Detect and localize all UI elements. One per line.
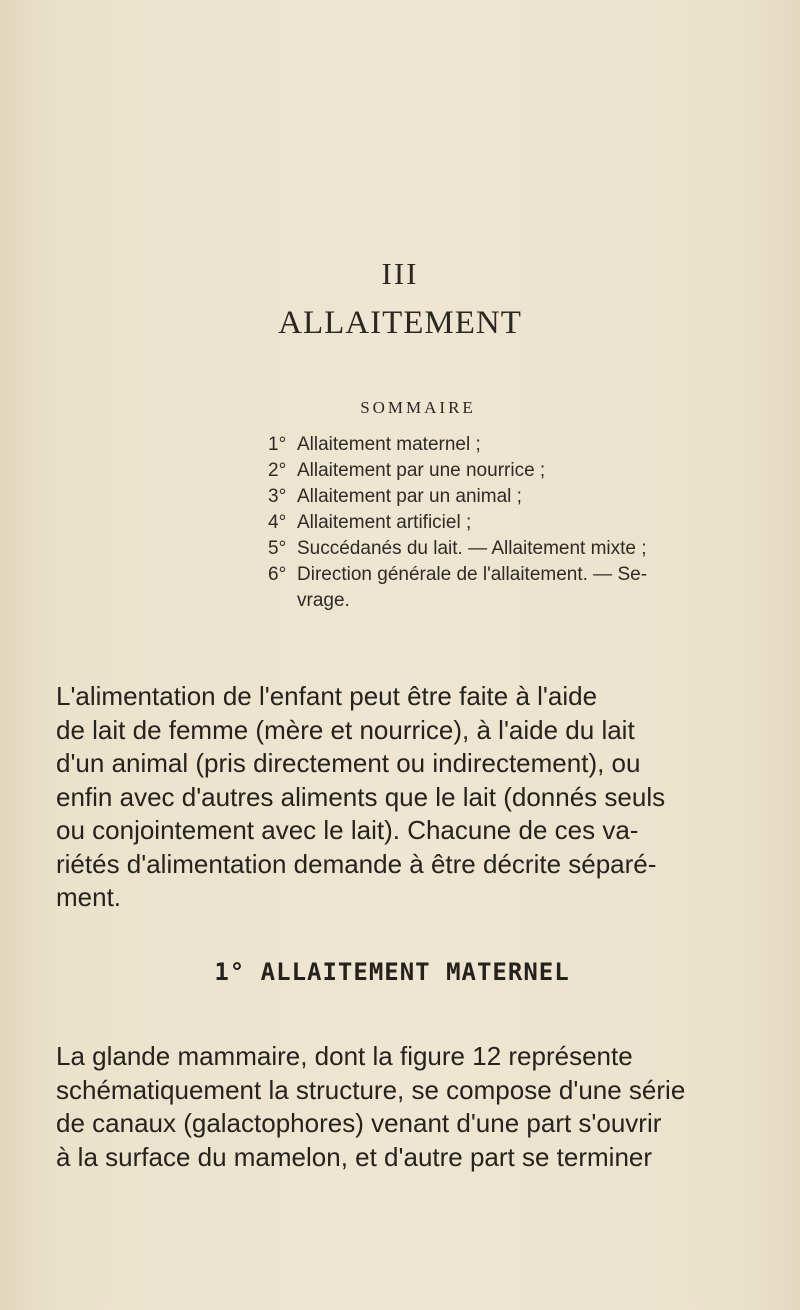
summary-item-number: 6°	[268, 564, 287, 585]
text-line: d'un animal (pris directement ou indirectement), ou	[56, 748, 641, 778]
summary-item-text: Allaitement par un animal ;	[297, 486, 522, 507]
text-line: riétés d'alimentation demande à être décrite séparé-	[56, 848, 657, 879]
summary-item-text: Allaitement par une nourrice ;	[297, 460, 546, 481]
text-line: schématiquement la structure, se compose d'une série	[56, 1074, 686, 1105]
summary-heading: SOMMAIRE	[360, 398, 476, 417]
paragraph-mammary-gland	[56, 1040, 728, 1174]
summary-item-text: Direction générale de l'allaitement. — Se-	[297, 564, 648, 585]
summary-list	[268, 432, 728, 614]
paragraph-intro	[56, 680, 728, 915]
summary-item-continuation: vrage.	[297, 590, 350, 611]
summary-item	[268, 510, 728, 536]
section-heading: 1° ALLAITEMENT MATERNEL	[214, 958, 570, 986]
summary-item-number: 4°	[268, 512, 287, 533]
summary-item-text: Allaitement maternel ;	[297, 434, 481, 455]
text-line: à la surface du mamelon, et d'autre part se terminer	[56, 1141, 653, 1172]
text-line: L'alimentation de l'enfant peut être faite à l'aide	[56, 681, 598, 711]
summary-item-number: 1°	[268, 434, 287, 455]
text-line: La glande mammaire, dont la figure 12 représente	[56, 1041, 633, 1071]
summary-item	[268, 432, 728, 458]
summary-item-text: Allaitement artificiel ;	[297, 512, 472, 533]
text-line: ou conjointement avec le lait). Chacune de ces va-	[56, 815, 639, 845]
summary-item-number: 3°	[268, 486, 287, 507]
summary-item	[268, 536, 728, 562]
text-line: ment.	[56, 882, 122, 912]
summary-item	[268, 562, 728, 588]
text-line: de lait de femme (mère et nourrice), à l'aide du lait	[56, 714, 635, 745]
text-line: de canaux (galactophores) venant d'une part s'ouvrir	[56, 1108, 662, 1138]
summary-item-number: 2°	[268, 460, 287, 481]
text-line: enfin avec d'autres aliments que le lait (donnés seuls	[56, 781, 666, 812]
summary-item	[268, 458, 728, 484]
chapter-number: III	[381, 256, 419, 291]
summary-item	[268, 484, 728, 510]
summary-item-number: 5°	[268, 538, 287, 559]
chapter-title: ALLAITEMENT	[278, 305, 522, 341]
summary-item-text: Succédanés du lait. — Allaitement mixte ;	[297, 538, 647, 559]
